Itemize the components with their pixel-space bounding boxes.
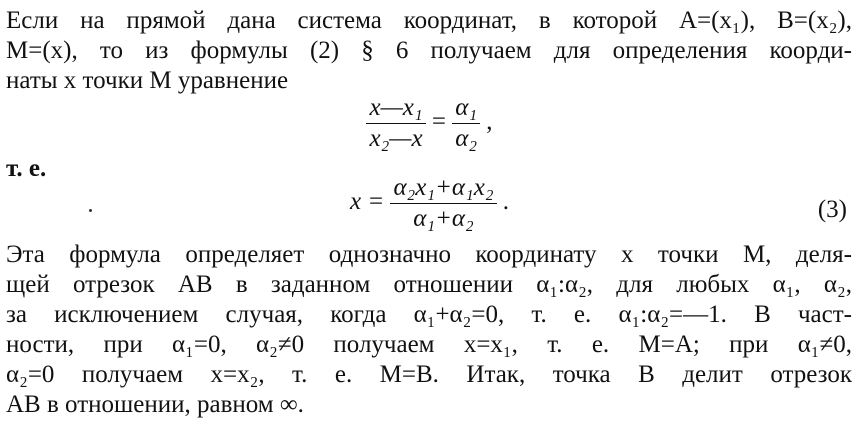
paragraph-2-line-3: за исключением случая, когда α₁+α₂=0, т. е. α₁:α₂=—1. В част- <box>6 301 852 328</box>
right-denominator: α₂ <box>455 125 478 152</box>
left-numerator: x—x₁ <box>369 94 423 121</box>
fraction-bar <box>366 123 425 124</box>
paragraph-2-line-2: щей отрезок AB в заданном отношении α₁:α₂, для любых α₁, α₂, <box>6 271 852 298</box>
paragraph-2-line-4: ности, при α₁=0, α₂≠0 получаем x=x₁, т. е. M=A; при α₁≠0, <box>6 331 852 358</box>
coordinate-numerator: α₂x₁+α₁x₂ <box>393 174 494 201</box>
coordinate-fraction <box>390 174 496 233</box>
equation-ratio <box>0 94 859 153</box>
paragraph-1-line-2: M=(x), то из формулы (2) § 6 получаем для определения коорди- <box>6 37 852 64</box>
left-fraction <box>366 94 425 153</box>
equation-coordinate <box>0 174 859 233</box>
equals-sign: = <box>431 108 446 136</box>
paragraph-1-line-1: Если на прямой дана система координат, в которой A=(x₁), B=(x₂), <box>6 7 852 34</box>
transition-text: т. е. <box>6 155 47 182</box>
paragraph-2-line-6: AB в отношении, равном ∞. <box>6 391 304 418</box>
paragraph-2-line-1: Эта формула определяет однозначно координату x точки M, деля- <box>6 241 852 268</box>
equation-number-label: (3) <box>817 196 847 223</box>
equation-trailing-punctuation: , <box>486 108 493 136</box>
right-fraction <box>452 94 480 153</box>
right-numerator: α₁ <box>455 94 478 121</box>
left-denominator: x₂—x <box>369 125 423 152</box>
paragraph-1-line-3: наты x точки M уравнение <box>6 67 289 94</box>
coordinate-denominator: α₁+α₂ <box>413 205 474 232</box>
fraction-bar <box>452 123 480 124</box>
equation-lhs: x = <box>349 188 385 216</box>
fraction-bar <box>390 203 496 204</box>
paragraph-2-line-5: α₂=0 получаем x=x₂, т. е. M=B. Итак, точка B делит отрезок <box>6 361 852 388</box>
equation-trailing-punctuation: . <box>502 188 510 216</box>
